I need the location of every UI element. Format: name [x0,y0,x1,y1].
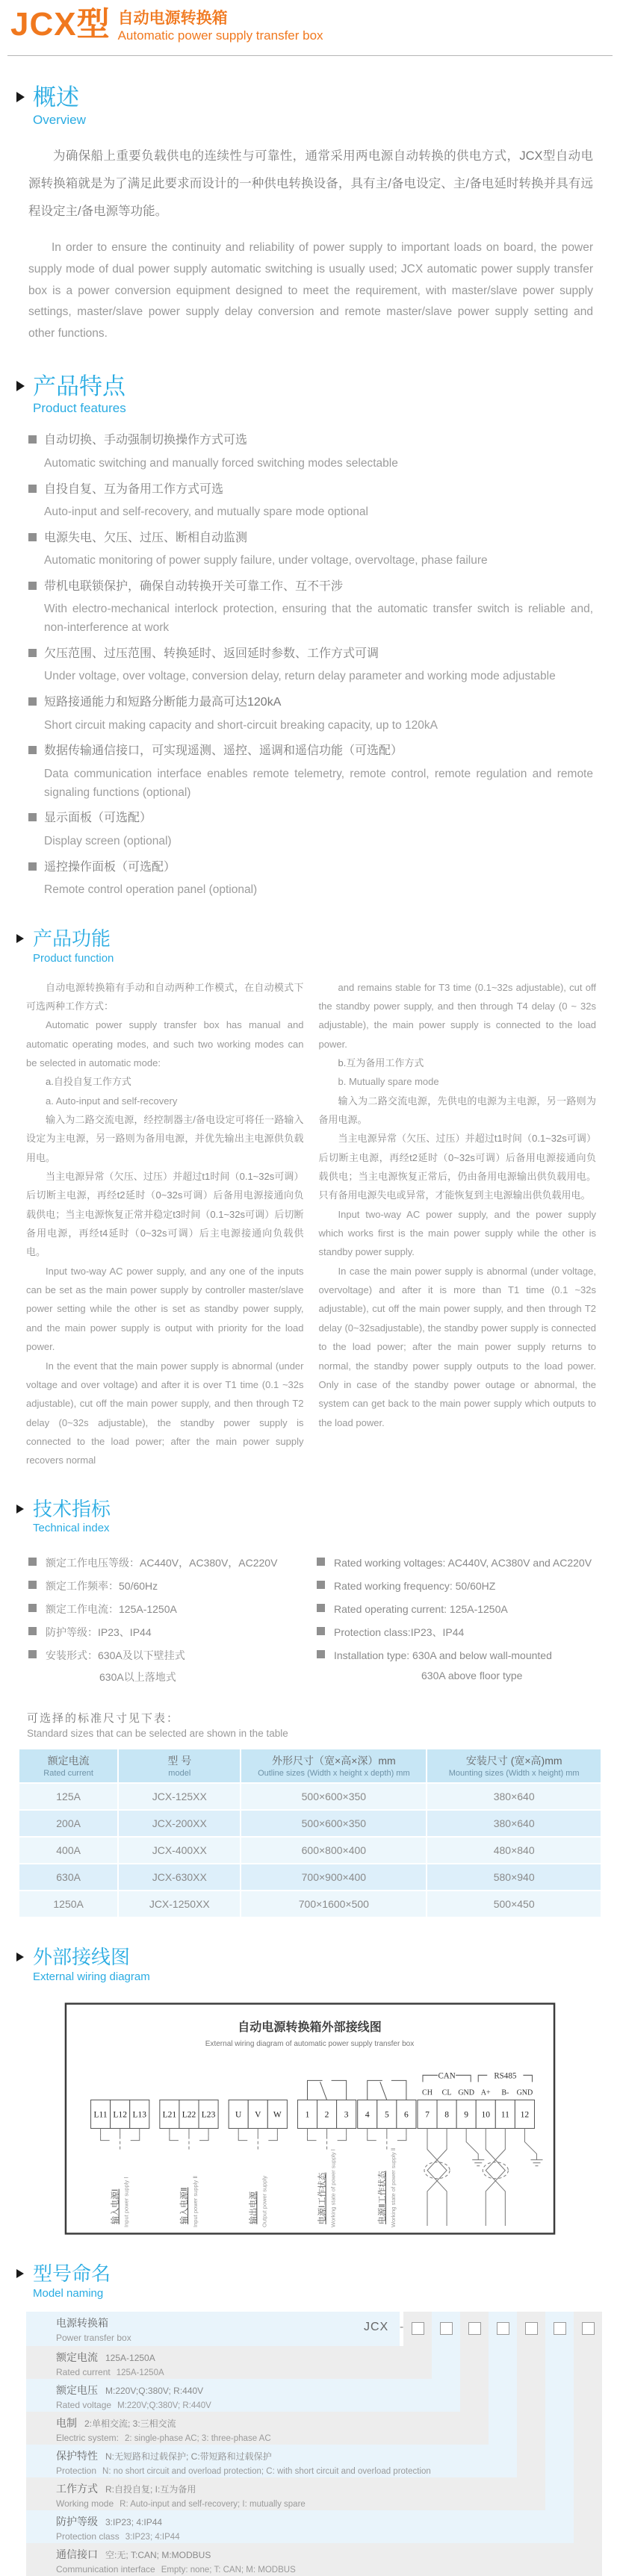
table-row [19,1838,601,1863]
triangle-marker-icon [16,381,25,391]
feature-item [28,529,593,570]
page-header [0,0,620,43]
square-bullet-icon [317,1627,325,1635]
square-bullet-icon [28,1604,37,1612]
overview-heading-cn: 概述 [33,84,79,111]
terminal-label: 3 [344,2110,349,2120]
triangle-marker-icon [16,934,24,943]
square-bullet-icon [28,485,37,493]
model-digit-box [440,2322,453,2335]
function-paragraph: 当主电源异常（欠压、过压）并超过t1时间（0.1~32s可调）后切断主电源，再经t2延时（0~32s可调）后备用电源接通向负载供电；当主电源恢复正常并稳定t3时间（0.1~32s可调）后切断备用电源，再经t4延时（0~32s可调）后主电源接通向负载供电。 [26,1171,304,1258]
function-heading-cn: 产品功能 [33,927,111,950]
naming-row [26,2312,400,2346]
naming-value-en: R: Auto-input and self-recovery; I: mutually spare [120,2500,306,2510]
square-bullet-icon [28,697,37,706]
cell-mounting: 380×640 [427,1811,601,1836]
twisted-pair-icon [424,2129,508,2226]
naming-row [26,2379,460,2412]
cell-outline: 600×800×400 [241,1838,426,1863]
feature-cn [28,480,593,500]
table-row [19,1864,601,1890]
ground-icon [466,2129,542,2166]
function-paragraph: Input two-way AC power supply, and the power supply which works first is the main power supply while the other is standby power supply. [318,1208,596,1258]
terminal-label: 8 [444,2110,449,2120]
cell-rated-current: 125A [19,1784,117,1809]
naming-label-en [56,2531,574,2542]
group-brackets [101,2129,406,2150]
naming-label-en [56,2498,545,2509]
naming-label-en [56,2465,517,2476]
function-paragraph: 输入为二路交流电源，经控制器主/备电设定可将任一路输入设定为主电源，另一路则为备用电源，并优先输出主电源供负载用电。 [26,1114,304,1163]
terminal-label: 10 [481,2110,491,2120]
feature-cn [28,529,593,548]
feature-en: Display screen (optional) [44,834,172,847]
terminal-label: U [235,2110,242,2120]
function-column-left [26,978,304,1470]
terminal-label: L11 [93,2110,108,2120]
table-row [19,1811,601,1836]
feature-item [28,693,593,735]
square-bullet-icon [28,813,37,821]
signal-label: GND [516,2088,533,2097]
triangle-marker-icon [16,1505,24,1513]
tech-item [317,1648,605,1664]
feature-cn [28,858,593,877]
function-paragraph: b.互为备用工作方式 [338,1057,424,1068]
group-label-en: Input power supply Ⅰ [123,2177,130,2228]
terminal-label: L22 [182,2110,196,2120]
terminal-label: 5 [384,2110,389,2120]
model-digit-box [412,2322,424,2335]
feature-cn [28,809,593,828]
feature-cn-text: 遥控操作面板（可选配） [44,860,176,874]
tech-text: Rated operating current: 125A-1250A [334,1603,508,1616]
terminal-label: W [273,2110,282,2120]
naming-value-cn: M:220V;Q:380V; R:440V [105,2386,204,2397]
naming-label-en [56,2400,460,2410]
model-digit-box [497,2322,509,2335]
features-heading-en: Product features [33,401,126,416]
function-columns [26,978,596,1470]
feature-cn-text: 显示面板（可选配） [44,812,152,825]
table-intro-cn: 可选择的标准尺寸见下表： [27,1712,180,1726]
model-digit-box [525,2322,538,2335]
square-bullet-icon [317,1650,325,1658]
group-label-cn: 输入电源Ⅰ [111,2188,120,2225]
relay-contact-icon [307,2081,406,2100]
square-bullet-icon [28,1581,37,1589]
naming-label-cn: 额定电流 [56,2351,98,2364]
features-heading-cn: 产品特点 [33,373,125,399]
feature-cn-text: 自投自复、互为备用工作方式可选 [44,482,224,496]
tech-text: 额定工作频率：50/60Hz [46,1580,158,1593]
triangle-marker-icon [16,1953,24,1961]
cell-outline: 700×1600×500 [241,1891,426,1917]
terminal-label: V [255,2110,261,2120]
tech-columns [28,1548,605,1684]
tech-item [28,1578,317,1594]
cell-rated-current: 1250A [19,1891,117,1917]
naming-label-en [56,2367,432,2377]
standard-sizes-table [18,1748,602,1918]
feature-cn-text: 带机电联锁保护，确保自动转换开关可靠工作、互不干涉 [44,580,344,594]
terminal-label: L13 [132,2110,147,2120]
col-header-en: Mounting sizes (Width x height) mm [448,1769,580,1779]
header-titles [118,9,323,43]
naming-row [26,2477,545,2510]
cell-outline: 500×600×350 [241,1784,426,1809]
table-intro-en: Standard sizes that can be selected are shown in the table [27,1728,288,1740]
col-header-cn: 安装尺寸 (宽×高)mm [465,1755,562,1767]
naming-value-en: Empty: none; T: CAN; M: MODBUS [161,2566,296,2575]
feature-en: With electro-mechanical interlock protection, ensuring that the automatic transfer switch is reliable and, non-interference at work [44,603,593,635]
tech-column-cn [28,1548,317,1684]
table-row [19,1891,601,1917]
tech-item [28,1555,317,1571]
function-column-right [319,978,597,1470]
function-paragraph: Input two-way AC power supply, and any one of the inputs can be set as the main power supply by controller master/slave power setting while the other is set as standby power supply, and the main power supply is output with priority for the load power. [26,1265,304,1353]
feature-cn-text: 短路接通能力和短路分断能力最高可达120kA [44,696,282,709]
naming-value-cn: N:无短路和过载保护; C:带短路和过载保护 [105,2451,272,2463]
naming-label-en: Power transfer box [56,2333,131,2344]
cell-model: JCX-125XX [119,1784,240,1809]
function-paragraph: a.自投自复工作方式 [46,1076,131,1088]
terminal-label: 9 [464,2110,469,2120]
table-header-row [19,1749,601,1782]
cell-model: JCX-200XX [119,1811,240,1836]
features-list [28,431,593,899]
feature-en: Short circuit making capacity and short-circuit breaking capacity, up to 120kA [44,718,438,732]
col-header-model [119,1749,240,1782]
col-header-cn: 额定电流 [47,1755,90,1767]
naming-label-cn: 工作方式 [56,2483,98,2495]
naming-value-en: 3:IP23; 4:IP44 [125,2533,180,2542]
col-header-en: model [168,1769,191,1779]
square-bullet-icon [317,1604,325,1612]
naming-label-en-text: Communication interface [56,2564,155,2575]
model-digit-box [582,2322,595,2335]
tech-text: Rated working frequency: 50/60HZ [334,1580,496,1593]
terminal-label: 11 [500,2110,509,2120]
terminal-label: 1 [305,2110,310,2120]
col-header-en: Rated current [43,1769,93,1779]
naming-label-cn: 电制 [56,2417,77,2430]
table-row [19,1784,601,1809]
group-labels [110,2148,397,2228]
signal-label: GND [458,2088,475,2097]
section-tech-heading [15,1499,620,1535]
col-header-en: Outline sizes (Width x height x depth) mm [258,1769,410,1779]
square-bullet-icon [28,1627,37,1635]
naming-label-en-text: Electric system: [56,2433,120,2444]
signal-label: B- [501,2088,509,2097]
naming-value-cn: R:自投自复; I:互为备用 [105,2484,196,2495]
tech-item [28,1648,317,1664]
naming-heading-cn: 型号命名 [33,2262,111,2286]
naming-row [26,2412,489,2445]
square-bullet-icon [28,862,37,871]
naming-column-band [574,2312,602,2543]
function-paragraph: In case the main power supply is abnormal (under voltage, overvoltage) and after it is more than T1 time (0.1 ~32s adjustable), cut off the main power supply, and then through T2 delay (0~32sadjustable), the standby power supply is connected to the load power; after the main power supply returns to normal, the standby power supply outputs to the load power. Only in case of the standby power outage or abnormal, the system can get back to the main power supply which outputs to the load power. [318,1265,596,1428]
col-header-cn: 外形尺寸（宽×高×深）mm [272,1755,396,1767]
square-bullet-icon [28,435,37,444]
model-digit-box [554,2322,566,2335]
naming-column-band [517,2312,545,2477]
wiring-heading-cn: 外部接线图 [33,1946,131,1969]
wiring-diagram-svg [64,2003,556,2235]
cell-model: JCX-400XX [119,1838,240,1863]
cell-rated-current: 630A [19,1864,117,1890]
signal-label: CL [441,2088,452,2097]
feature-cn [28,693,593,712]
naming-heading-en: Model naming [33,2287,104,2300]
tech-text: Protection class:IP23、IP44 [334,1626,465,1639]
feature-item [28,858,593,900]
feature-en: Data communication interface enables remote telemetry, remote control, remote regulation and remote signaling functions (optional) [44,767,593,799]
wiring-heading-en: External wiring diagram [33,1970,150,1984]
function-heading-en: Product function [33,951,114,965]
feature-cn [28,644,593,664]
naming-value-cn: 2:单相交流; 3:三相交流 [84,2418,176,2430]
function-paragraph: b. Mutually spare mode [338,1076,439,1088]
tech-column-en [317,1548,605,1684]
feature-en: Automatic switching and manually forced switching modes selectable [44,456,398,470]
cell-mounting: 380×640 [427,1784,601,1809]
feature-item [28,809,593,850]
group-label-en: Output power supply [261,2176,268,2228]
feature-item [28,644,593,686]
tech-text: 安装形式：630A及以下壁挂式 [46,1649,185,1662]
rs485-bus-label: RS485 [494,2071,517,2081]
cell-mounting: 580×940 [427,1864,601,1890]
tech-item [317,1602,605,1617]
terminal-label: L23 [201,2110,216,2120]
cell-outline: 700×900×400 [241,1864,426,1890]
naming-label-en-text: Protection class [56,2531,120,2542]
tech-item [28,1602,317,1617]
square-bullet-icon [28,649,37,657]
section-naming-heading [15,2263,620,2300]
naming-label-cn: 电源转换箱 [56,2317,108,2330]
square-bullet-icon [28,746,37,754]
feature-cn-text: 自动切换、手动强制切换操作方式可选 [44,434,248,447]
product-model-title: JCX型 [10,6,111,43]
naming-label-en [56,2433,489,2443]
naming-value-cn: 空:无; T:CAN; M:MODBUS [105,2550,211,2561]
naming-label-cn: 保护特性 [56,2450,98,2463]
product-title-cn: 自动电源转换箱 [117,10,228,27]
section-overview-heading [15,84,620,128]
group-label-cn: 输入电源Ⅱ [179,2187,189,2225]
naming-label-en-text: Rated current [56,2367,111,2378]
square-bullet-icon [317,1558,325,1566]
group-label-en: Working state of power supply Ⅰ [329,2149,337,2228]
section-function-heading [15,928,620,965]
col-header-rated-current [19,1749,117,1782]
function-paragraph: and remains stable for T3 time (0.1~32s adjustable), cut off the standby power supply, and then through T4 delay (0 ~ 32s adjustable), the main power supply is connected to the load power. [318,981,596,1050]
feature-cn-text: 电源失电、欠压、过压、断相自动监测 [44,531,248,544]
feature-en: Remote control operation panel (optional) [44,883,258,896]
feature-en: Auto-input and self-recovery, and mutually spare mode optional [44,505,368,519]
feature-item [28,480,593,522]
terminal-label: L21 [162,2110,177,2120]
overview-paragraph-cn: 为确保船上重要负载供电的连续性与可靠性，通常采用两电源自动转换的供电方式，JCX型自动电源转换箱就是为了满足此要求而设计的一种供电转换设备，具有主/备电设定、主/备电延时转换并具有远程设定主/备电源等功能。 [28,149,593,219]
overview-paragraph-en: In order to ensure the continuity and reliability of power supply to important loads on board, the power supply mode of dual power supply automatic switching is usually used; JCX automatic power supply transfer box is a power conversion equipment designed to meet the requirement, with master/slave power supply settings, master/slave power supply delay conversion and remote master/slave power supply setting and other functions. [28,241,593,340]
function-paragraph: In the event that the main power supply is abnormal (under voltage and over voltage) and after it is over T1 time (0.1 ~32s adjustable), cut off the main power supply, and then through T2 delay (0~32s adjustable), the standby power supply is connected to the load power; after the main power supply recovers normal [26,1360,304,1466]
naming-value-cn: 125A-1250A [105,2353,155,2364]
tech-heading-en: Technical index [33,1522,110,1535]
cell-model: JCX-630XX [119,1864,240,1890]
cell-rated-current: 400A [19,1838,117,1863]
tech-text: Installation type: 630A and below wall-mounted [334,1649,552,1662]
naming-value-en: M:220V;Q:380V; R:440V [117,2401,211,2411]
naming-column-band [545,2312,574,2510]
col-header-cn: 型 号 [167,1755,192,1767]
feature-en: Under voltage, over voltage, conversion delay, return delay parameter and working mode adjustable [44,670,556,683]
terminal-label: 4 [365,2110,370,2120]
square-bullet-icon [317,1581,325,1589]
section-features-heading [15,373,620,417]
naming-dash: - [400,2321,404,2334]
naming-label-cn: 通信接口 [56,2548,98,2561]
feature-cn-text: 欠压范围、过压范围、转换延时、返回延时参数、工作方式可调 [44,647,379,660]
feature-item [28,577,593,638]
naming-label-en [56,2564,602,2575]
tech-item [317,1625,605,1640]
product-title-en: Automatic power supply transfer box [117,28,323,43]
tech-item [28,1625,317,1640]
tech-text: 防护等级：IP23、IP44 [46,1626,152,1639]
model-naming-diagram [26,2312,602,2576]
tech-text-continuation: 630A above floor type [421,1670,523,1682]
naming-row [26,2543,602,2576]
naming-label-cn: 额定电压 [56,2384,98,2397]
col-header-outline-sizes [241,1749,426,1782]
triangle-marker-icon [16,92,25,102]
can-bus-label: CAN [438,2071,456,2081]
naming-value-cn: 3:IP23; 4:IP44 [105,2517,163,2528]
feature-item [28,431,593,473]
terminal-label: 7 [425,2110,430,2120]
group-label-cn: 输出电源 [249,2191,258,2225]
terminal-label: 2 [324,2110,329,2120]
tech-heading-cn: 技术指标 [33,1497,111,1520]
cell-mounting: 500×450 [427,1891,601,1917]
tech-text: 额定工作电压等级：AC440V，AC380V，AC220V [46,1557,278,1569]
naming-row [26,2445,517,2477]
triangle-marker-icon [16,2269,24,2278]
terminal-label: L12 [113,2110,127,2120]
function-paragraph: a. Auto-input and self-recovery [46,1095,178,1107]
tech-text: Rated working voltages: AC440V, AC380V and AC220V [334,1557,592,1569]
cell-rated-current: 200A [19,1811,117,1836]
tech-item [317,1555,605,1571]
header-divider [7,55,613,56]
group-label-en: Input power supply Ⅱ [192,2176,199,2228]
cell-mounting: 480×840 [427,1838,601,1863]
col-header-mounting-sizes [427,1749,601,1782]
naming-prefix: JCX [364,2321,389,2334]
naming-value-en: 2: single-phase AC; 3: three-phase AC [125,2434,271,2444]
group-label-cn: 电源Ⅰ工作状态 [317,2172,327,2225]
feature-cn [28,431,593,450]
cell-model: JCX-1250XX [119,1891,240,1917]
naming-label-en-text: Working mode [56,2498,114,2510]
function-paragraph: 自动电源转换箱有手动和自动两种工作模式，在自动模式下可选两种工作方式： [26,981,304,1012]
group-label-en: Working state of power supply Ⅱ [389,2147,397,2228]
signal-label: A+ [480,2088,491,2097]
function-paragraph: 输入为二路交流电源，先供电的电源为主电源，另一路则为备用电源。 [318,1095,596,1126]
square-bullet-icon [28,533,37,541]
wiring-title-en: External wiring diagram of automatic power supply transfer box [205,2040,415,2049]
square-bullet-icon [28,1650,37,1658]
group-label-cn: 电源Ⅱ工作状态 [377,2171,387,2225]
wiring-diagram [64,2003,556,2235]
cell-outline: 500×600×350 [241,1811,426,1836]
tech-text-continuation: 630A以上落地式 [99,1671,176,1684]
feature-cn [28,577,593,597]
function-paragraph: 当主电源异常（欠压、过压）并超过t1时间（0.1~32s可调）后切断主电源，再经t2延时（0~32s可调）后备用电源接通向负载供电；当主电源恢复正常后，仍由备用电源输出供负载用电。只有备用电源失电或异常，才能恢复到主电源输出供负载用电。 [318,1133,596,1201]
naming-value-en: 125A-1250A [116,2368,164,2378]
section-wiring-heading [15,1947,620,1983]
signal-label: CH [422,2088,433,2097]
tech-item [317,1578,605,1594]
naming-label-en-text: Protection [56,2465,97,2477]
wiring-title-cn: 自动电源转换箱外部接线图 [238,2021,382,2035]
naming-label-en-text: Rated voltage [56,2400,112,2411]
feature-item [28,741,593,802]
tech-text: 额定工作电流：125A-1250A [46,1603,177,1616]
naming-row [26,2510,574,2543]
naming-value-en: N: no short circuit and overload protection; C: with short circuit and overload protection [102,2467,431,2477]
feature-cn-text: 数据传输通信接口，可实现遥测、遥控、遥调和遥信功能（可选配） [44,744,403,758]
model-digit-box [468,2322,481,2335]
terminal-label: 12 [520,2110,530,2120]
function-paragraph: Automatic power supply transfer box has manual and automatic operating modes, and such two working modes can be selected in automatic mode: [26,1019,304,1068]
square-bullet-icon [28,582,37,590]
naming-label-cn: 防护等级 [56,2516,98,2528]
terminal-label: 6 [404,2110,409,2120]
naming-row [26,2346,432,2379]
square-bullet-icon [28,1558,37,1566]
feature-cn [28,741,593,761]
feature-en: Automatic monitoring of power supply failure, under voltage, overvoltage, phase failure [44,554,488,567]
overview-heading-en: Overview [33,113,86,128]
